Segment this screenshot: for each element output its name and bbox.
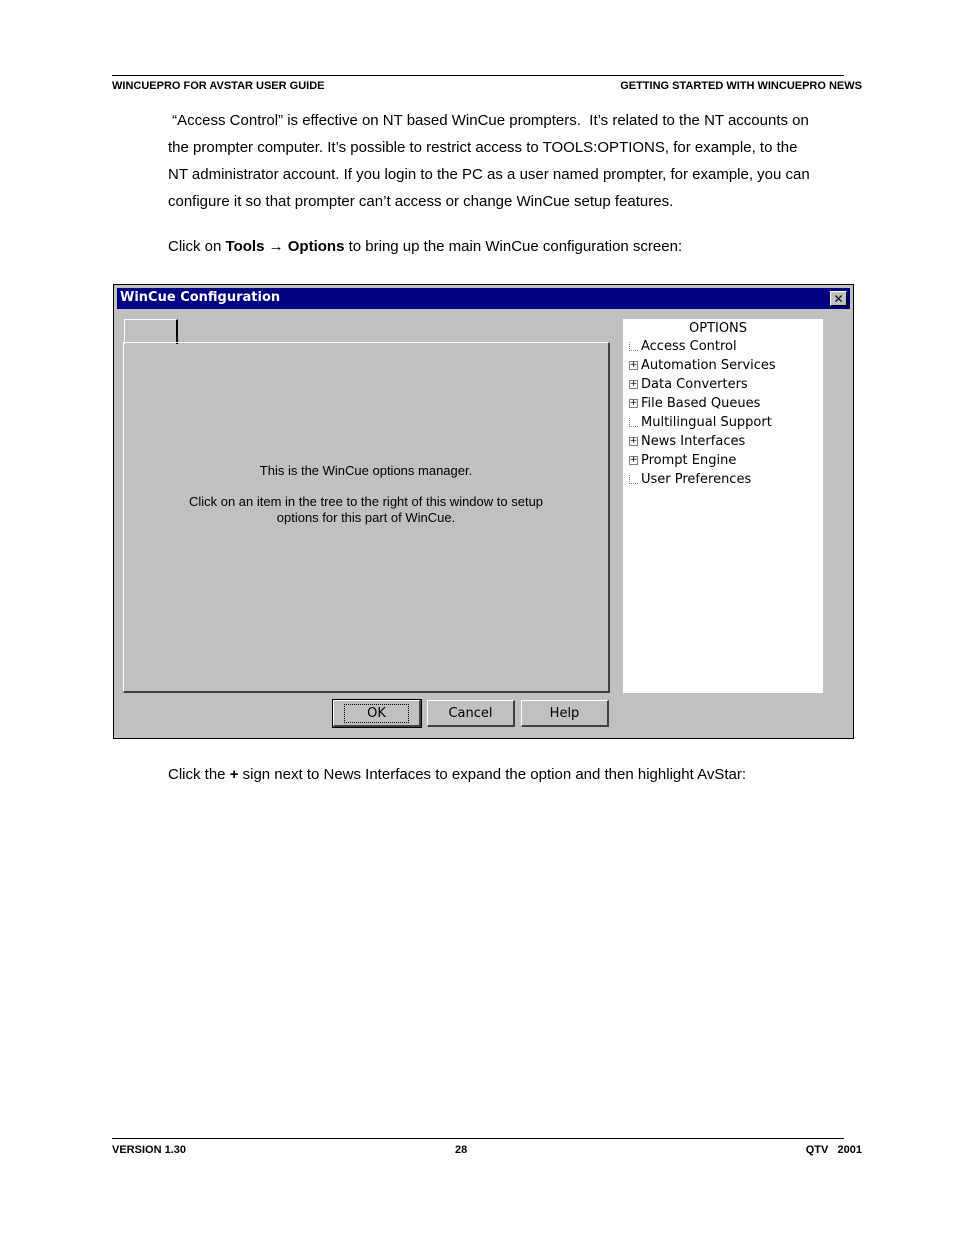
tree-item-prompt-engine[interactable]	[629, 451, 736, 470]
wincue-configuration-dialog	[113, 284, 854, 739]
tree-item-automation-services[interactable]	[629, 356, 776, 375]
tree-item-label: Access Control	[641, 339, 737, 354]
paragraph-click-tools	[168, 233, 848, 260]
paragraph-line: NT administrator account. If you login to the PC as a user named prompter, for example, you can	[168, 166, 810, 183]
tree-item-label: Multilingual Support	[641, 415, 772, 430]
header-right: GETTING STARTED WITH WINCUEPRO NEWS	[620, 80, 862, 92]
footer-right: QTV 2001	[805, 1144, 862, 1156]
plus-expand-icon[interactable]: +	[629, 436, 638, 446]
text-run: Click the	[168, 766, 230, 783]
options-tree[interactable]	[623, 319, 823, 693]
header-left: WINCUEPRO FOR AVSTAR USER GUIDE	[112, 80, 325, 92]
tree-item-label: Prompt Engine	[641, 453, 737, 468]
plus-expand-icon[interactable]: +	[629, 360, 638, 370]
tree-item-news-interfaces[interactable]	[629, 432, 745, 451]
close-icon[interactable]: ✕	[830, 291, 847, 306]
paragraph-line: “Access Control” is effective on NT based WinCue prompters. It’s related to the NT accounts on	[168, 112, 809, 129]
ok-button-label: OK	[344, 704, 409, 723]
footer-left: VERSION 1.30	[112, 1144, 186, 1156]
options-tab[interactable]	[124, 319, 178, 344]
tree-root-options[interactable]: OPTIONS	[688, 321, 748, 336]
dialog-title: WinCue Configuration	[120, 290, 281, 305]
panel-message-line: This is the WinCue options manager.	[259, 463, 473, 478]
plus-expand-icon[interactable]: +	[629, 455, 638, 465]
paragraph-access-control	[168, 107, 848, 215]
plus-text: +	[229, 766, 239, 783]
panel-message-line: Click on an item in the tree to the right of this window to setup	[188, 494, 544, 509]
tree-item-label: News Interfaces	[641, 434, 746, 449]
footer-page-number: 28	[455, 1144, 468, 1156]
text-options: Options	[287, 238, 345, 255]
text-run: Click on	[168, 238, 226, 255]
tree-item-label: File Based Queues	[641, 396, 761, 411]
tree-connector-icon	[629, 418, 638, 427]
paragraph-line: the prompter computer. It’s possible to restrict access to TOOLS:OPTIONS, for example, to the	[168, 139, 798, 156]
tree-item-multilingual-support[interactable]	[629, 413, 772, 432]
tree-connector-icon	[629, 475, 638, 484]
tree-item-label: User Preferences	[641, 472, 752, 487]
arrow-icon: →	[264, 238, 288, 255]
plus-expand-icon[interactable]: +	[629, 379, 638, 389]
paragraph-line: configure it so that prompter can’t access or change WinCue setup features.	[168, 193, 674, 210]
text-run: to bring up the main WinCue configuration screen:	[344, 238, 683, 255]
options-manager-panel	[123, 342, 610, 693]
tree-item-user-preferences[interactable]	[629, 470, 751, 489]
tree-item-label: Automation Services	[641, 358, 776, 373]
help-button[interactable]: Help	[521, 700, 609, 727]
text-run: sign next to News Interfaces to expand the option and then highlight AvStar:	[238, 766, 747, 783]
tree-item-label: Data Converters	[641, 377, 748, 392]
text-tools: Tools	[225, 238, 265, 255]
header-rule	[112, 75, 844, 76]
ok-button[interactable]	[333, 700, 421, 727]
tree-connector-icon	[629, 342, 638, 351]
footer-rule	[112, 1138, 844, 1139]
panel-message-line: options for this part of WinCue.	[276, 510, 456, 525]
cancel-button[interactable]: Cancel	[427, 700, 515, 727]
tree-item-access-control[interactable]	[629, 337, 737, 356]
tree-item-file-based-queues[interactable]	[629, 394, 760, 413]
plus-expand-icon[interactable]: +	[629, 398, 638, 408]
paragraph-click-plus	[168, 761, 848, 788]
dialog-titlebar[interactable]	[117, 288, 850, 309]
tree-item-data-converters[interactable]	[629, 375, 748, 394]
